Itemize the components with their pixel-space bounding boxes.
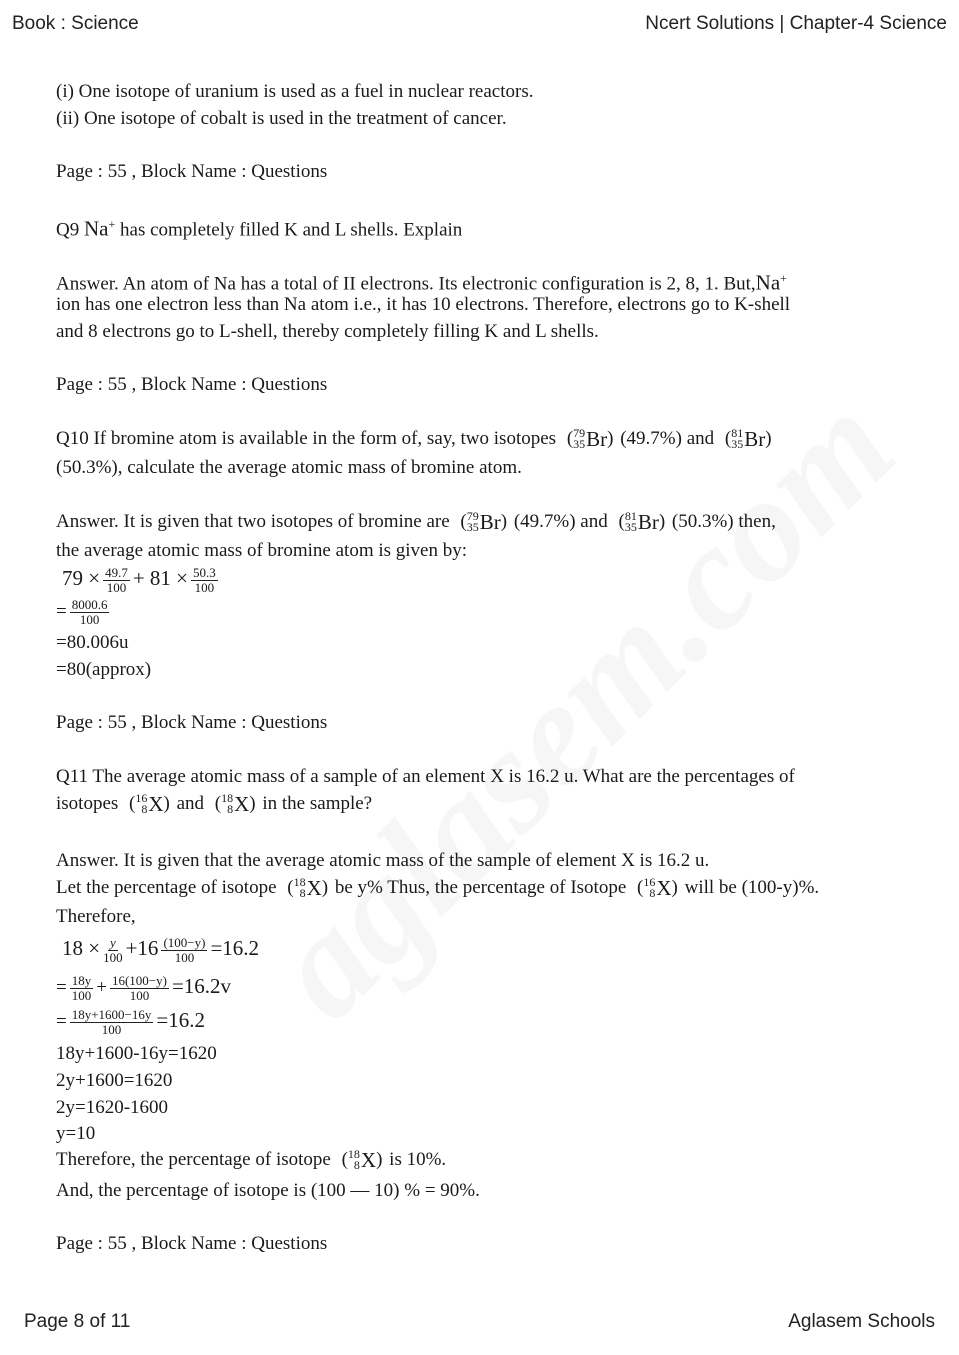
page-reference: Page : 55 , Block Name : Questions <box>56 1233 328 1254</box>
numerator: 16(100−y) <box>111 973 167 988</box>
paren: ( <box>129 793 136 814</box>
paren: ( <box>637 877 644 898</box>
paren: ) <box>163 793 170 814</box>
denominator: 100 <box>174 950 195 965</box>
mass-number: 18 <box>347 1147 360 1161</box>
text-line: (50.3%), calculate the average atomic mass of bromine atom. <box>56 457 522 478</box>
paren: ) <box>607 428 614 449</box>
mass-number: 81 <box>624 509 637 523</box>
paren: ( <box>566 428 574 449</box>
text: will be (100-y)%. <box>679 877 820 898</box>
term: =16.2 <box>156 1007 205 1032</box>
paren: ) <box>765 428 772 449</box>
footer-publisher: Aglasem Schools <box>788 1311 935 1332</box>
element-symbol: X <box>656 876 672 900</box>
text-line: ion has one electron less than Na atom i.e., it has 10 electrons. Therefore, electrons go to K-shell <box>56 294 791 315</box>
numerator: 8000.6 <box>71 597 108 612</box>
mass-number: 18 <box>221 791 234 805</box>
atomic-number: 35 <box>573 437 586 451</box>
text-line: and 8 electrons go to L-shell, thereby completely filling K and L shells. <box>56 321 599 342</box>
term: 18 × <box>62 935 101 960</box>
equation <box>62 936 259 965</box>
fraction <box>103 566 130 595</box>
atomic-number: 8 <box>141 802 148 816</box>
paren: ( <box>724 428 732 449</box>
equation <box>56 1008 205 1037</box>
text: Answer. It is given that two isotopes of bromine are <box>56 511 455 532</box>
denominator: 100 <box>194 580 215 595</box>
header-book: Book : Science <box>12 13 139 34</box>
term: = <box>56 600 67 622</box>
isotope-x18 <box>287 877 328 899</box>
atomic-number: 8 <box>353 1158 360 1172</box>
question-9 <box>56 213 462 241</box>
paren: ) <box>249 793 256 814</box>
mass-number: 18 <box>293 875 306 889</box>
text: (49.7%) and <box>615 428 719 449</box>
text: is 10%. <box>384 1149 447 1170</box>
equation <box>56 974 231 1003</box>
text-line: =80.006u <box>56 632 129 653</box>
element-symbol: Br <box>479 510 501 534</box>
answer-9 <box>56 267 787 295</box>
text: Let the percentage of isotope <box>56 877 282 898</box>
isotope-x18 <box>215 793 256 815</box>
element-symbol: Br <box>744 427 766 451</box>
isotope-x16 <box>637 877 678 899</box>
isotope-x16 <box>129 793 170 815</box>
charge: + <box>780 271 787 285</box>
atomic-number: 35 <box>466 520 479 534</box>
element-symbol: Br <box>586 427 608 451</box>
fraction <box>110 974 169 1003</box>
equation <box>56 598 112 627</box>
text: (50.3%) then, <box>667 511 776 532</box>
paren: ) <box>671 877 678 898</box>
fraction <box>103 936 123 965</box>
text: has completely filled K and L shells. Explain <box>115 219 463 241</box>
fraction <box>191 566 218 595</box>
charge: + <box>108 217 116 231</box>
text-line: 18y+1600-16y=1620 <box>56 1043 217 1064</box>
ion-symbol: Na <box>755 270 781 295</box>
text: in the sample? <box>257 793 373 814</box>
text: (49.7%) and <box>509 511 613 532</box>
question-11: Q11 The average atomic mass of a sample of an element X is 16.2 u. What are the percentages of <box>56 766 795 787</box>
fraction <box>161 936 207 965</box>
text: Therefore, the percentage of isotope <box>56 1149 336 1170</box>
term: +16 <box>125 935 159 960</box>
atomic-number: 8 <box>649 886 656 900</box>
mass-number: 16 <box>135 791 148 805</box>
text-line: (i) One isotope of uranium is used as a fuel in nuclear reactors. <box>56 81 534 102</box>
isotope-x18 <box>342 1149 383 1171</box>
mass-number: 16 <box>643 875 656 889</box>
atomic-number: 35 <box>624 520 637 534</box>
numerator: (100−y) <box>163 935 206 950</box>
mass-number: 79 <box>466 509 479 523</box>
text-line: y=10 <box>56 1123 96 1144</box>
numerator: 49.7 <box>105 565 128 580</box>
text-line: Therefore, <box>56 906 136 927</box>
paren: ) <box>500 511 508 532</box>
text: Q9 <box>56 219 84 241</box>
text-line <box>56 877 819 899</box>
element-symbol: X <box>234 792 250 816</box>
paren: ( <box>460 511 467 532</box>
text: be y% Thus, the percentage of Isotope <box>330 877 632 898</box>
numerator: 50.3 <box>193 565 216 580</box>
text: and <box>171 793 209 814</box>
paren: ) <box>321 877 329 898</box>
text-line: 2y=1620-1600 <box>56 1097 169 1118</box>
denominator: 100 <box>103 950 123 965</box>
isotope-br79 <box>567 428 614 450</box>
header-chapter: Ncert Solutions | Chapter-4 Science <box>645 13 947 34</box>
text: isotopes <box>56 793 124 814</box>
denominator: 100 <box>79 612 100 627</box>
paren: ) <box>658 511 666 532</box>
numerator: 18y <box>71 973 92 988</box>
paren: ( <box>287 877 294 898</box>
paren: ( <box>214 793 222 814</box>
text-line: (ii) One isotope of cobalt is used in the treatment of cancer. <box>56 108 507 129</box>
ion-symbol: Na <box>83 216 109 241</box>
paren: ( <box>618 511 625 532</box>
paren: ) <box>376 1149 383 1170</box>
paren: ( <box>341 1149 348 1170</box>
mass-number: 81 <box>731 426 744 440</box>
footer-page-number: Page 8 of 11 <box>24 1311 131 1332</box>
term: = <box>56 1010 67 1032</box>
numerator: y <box>109 935 116 950</box>
denominator: 100 <box>129 988 150 1003</box>
question-10 <box>56 428 774 450</box>
element-symbol: X <box>148 792 164 816</box>
text: Q10 If bromine atom is available in the form of, say, two isotopes <box>56 428 561 449</box>
text: Answer. An atom of Na has a total of II electrons. Its electronic configuration is 2, 8, 1. But, <box>56 273 756 295</box>
isotope-br81 <box>618 511 665 533</box>
text-line: the average atomic mass of bromine atom is given by: <box>56 540 468 561</box>
text-line: And, the percentage of isotope is (100 — 10) % = 90%. <box>56 1180 480 1201</box>
term: + 81 × <box>132 565 189 590</box>
atomic-number: 8 <box>227 802 234 816</box>
page-reference: Page : 55 , Block Name : Questions <box>56 712 328 733</box>
element-symbol: X <box>360 1148 377 1172</box>
fraction <box>70 598 110 627</box>
element-symbol: X <box>306 876 322 900</box>
term: =16.2 <box>210 935 260 960</box>
mass-number: 79 <box>573 426 586 440</box>
text-line <box>56 1149 446 1171</box>
term: + <box>96 976 107 998</box>
fraction <box>70 1008 154 1037</box>
denominator: 100 <box>71 988 92 1003</box>
answer-10 <box>56 511 776 533</box>
element-symbol: Br <box>637 510 659 534</box>
isotope-br81 <box>725 428 772 450</box>
atomic-number: 35 <box>731 437 744 451</box>
page-reference: Page : 55 , Block Name : Questions <box>56 374 328 395</box>
answer-11: Answer. It is given that the average atomic mass of the sample of element X is 16.2 u. <box>56 850 710 871</box>
equation <box>62 566 221 595</box>
term: 79 × <box>62 565 101 590</box>
term: =16.2v <box>171 973 232 998</box>
denominator: 100 <box>106 580 127 595</box>
term: = <box>56 976 67 998</box>
text-line: =80(approx) <box>56 659 152 680</box>
fraction <box>70 974 94 1003</box>
denominator: 100 <box>101 1022 122 1037</box>
atomic-number: 8 <box>299 886 306 900</box>
numerator: 18y+1600−16y <box>71 1007 152 1022</box>
isotope-br79 <box>460 511 507 533</box>
page-reference: Page : 55 , Block Name : Questions <box>56 161 328 182</box>
text-line <box>56 793 372 815</box>
text-line: 2y+1600=1620 <box>56 1070 173 1091</box>
